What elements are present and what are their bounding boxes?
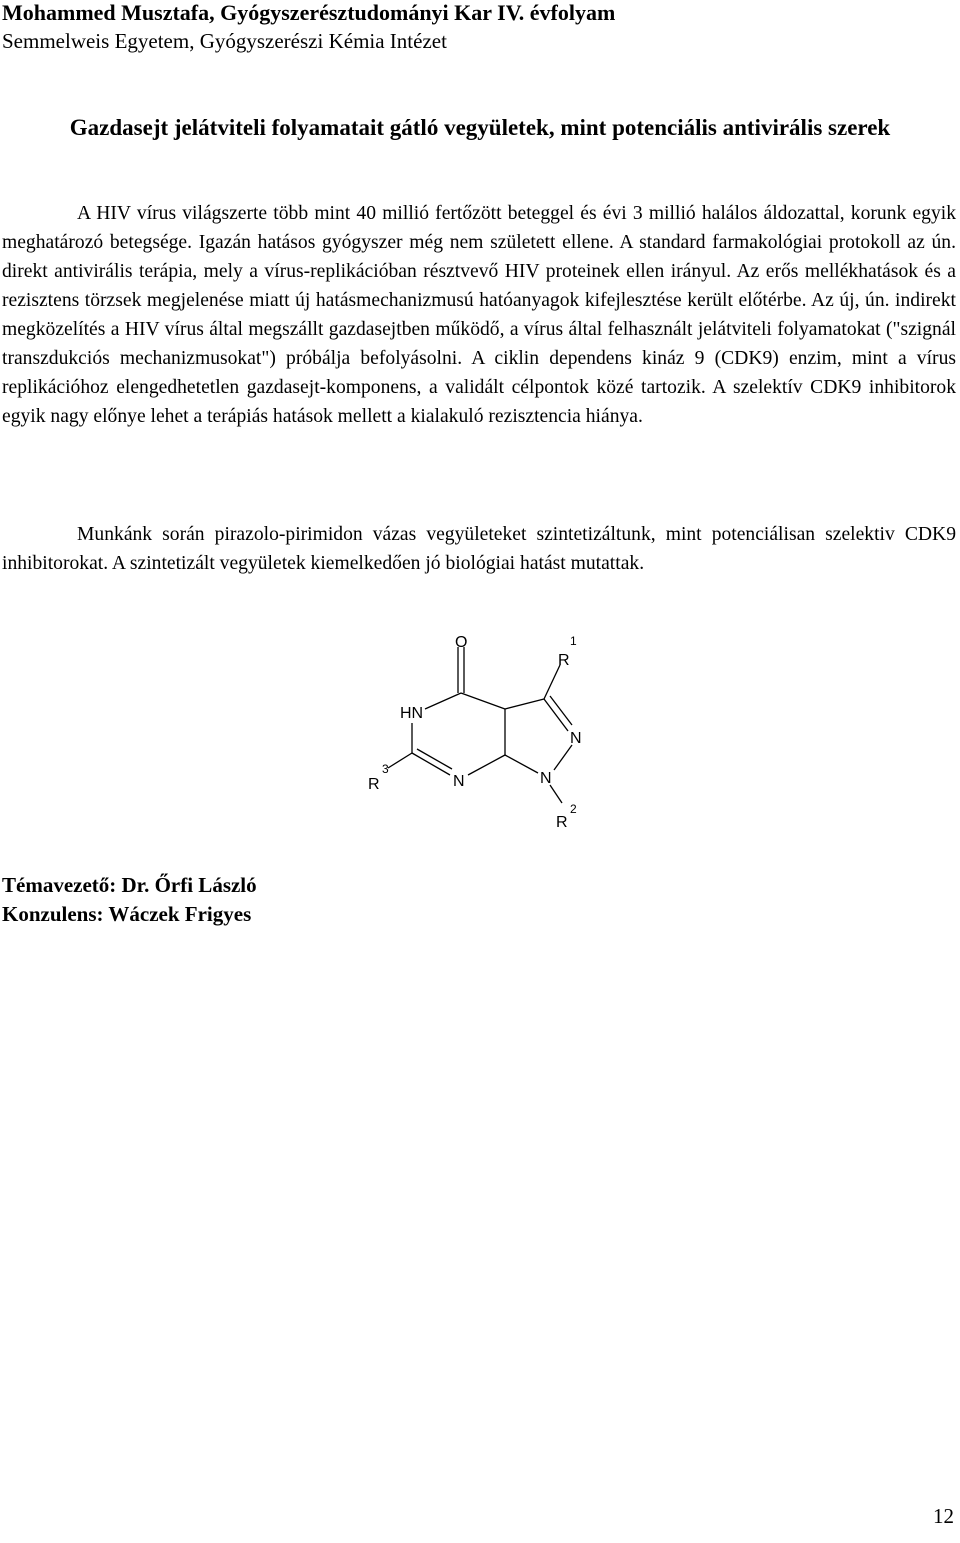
institution-line: Semmelweis Egyetem, Gyógyszerészi Kémia Intézet (2, 29, 447, 53)
abstract-paragraph-1: A HIV vírus világszerte több mint 40 millió fertőzött beteggel és évi 3 millió halálos áldozattal, korunk egyik meghatározó betegsége. Igazán hatásos gyógyszer még nem született ellene. A standard farmakológiai protokoll az ún. direkt antivirális terápia, mely a vírus-replikációban résztvevő HIV proteinek ellen irányul. Az erős mellékhatások és a rezisztens törzsek megjelenése miatt új hatásmechanizmusú hatóanyagok kifejlesztése került előtérbe. Az új, ún. indirekt megközelítés a HIV vírus által megszállt gazdasejtben működő, a vírus által felhasznált jelátviteli folyamatokat ("szignál transzdukciós mechanizmusokat") próbálja befolyásolni. A ciklin dependens kináz 9 (CDK9) enzim, mint a vírus replikációhoz elengedhetetlen gazdasejt-komponens, a validált célpontok közé tartozik. A szelektív CDK9 inhibitorok egyik nagy előnye lehet a terápiás hatások mellett a kialakuló rezisztencia hiánya. (2, 203, 956, 427)
atom-r3-index: 3 (382, 762, 389, 776)
atom-hn: HN (400, 705, 424, 722)
bond-n-r2 (550, 785, 562, 803)
bond-cb-co (461, 693, 505, 709)
atom-r3: R (368, 776, 380, 793)
bond-n-n (554, 745, 572, 770)
atom-n-pyrimidine: N (453, 773, 465, 790)
bond-c-hn (425, 693, 461, 709)
bond-ca-n (505, 755, 538, 773)
bond-cr1-r1 (544, 665, 560, 699)
abstract-paragraph-2: Munkánk során pirazolo-pirimidon vázas vegyületeket szintetizáltunk, mint potenciálisan szelektiv CDK9 inhibitorokat. A szintetizált vegyületek kiemelkedően jó biológiai hatást mutattak. (2, 524, 956, 574)
atom-n-pyrazole-2: N (570, 730, 582, 747)
atom-r1-index: 1 (570, 634, 577, 648)
bond-cb-cr1 (505, 699, 544, 709)
consultant-line: Konzulens: Wáczek Frigyes (2, 902, 252, 926)
atom-r2: R (556, 814, 568, 831)
abstract-title: Gazdasejt jelátviteli folyamatait gátló vegyületek, mint potenciális antivirális szerek (69, 115, 891, 140)
atom-r1: R (558, 652, 570, 669)
atom-r2-index: 2 (570, 802, 577, 816)
bond-c-r3 (388, 753, 412, 768)
author-line: Mohammed Musztafa, Gyógyszerésztudományi Kar IV. évfolyam (2, 0, 616, 25)
atom-o: O (455, 634, 468, 651)
bond-n-ca (468, 755, 505, 775)
atom-n-pyrazole-1: N (540, 770, 552, 787)
pyrazolopyrimidinone-structure (330, 625, 630, 835)
page-number: 12 (933, 1504, 954, 1528)
supervisor-line: Témavezető: Dr. Őrfi László (2, 873, 257, 897)
